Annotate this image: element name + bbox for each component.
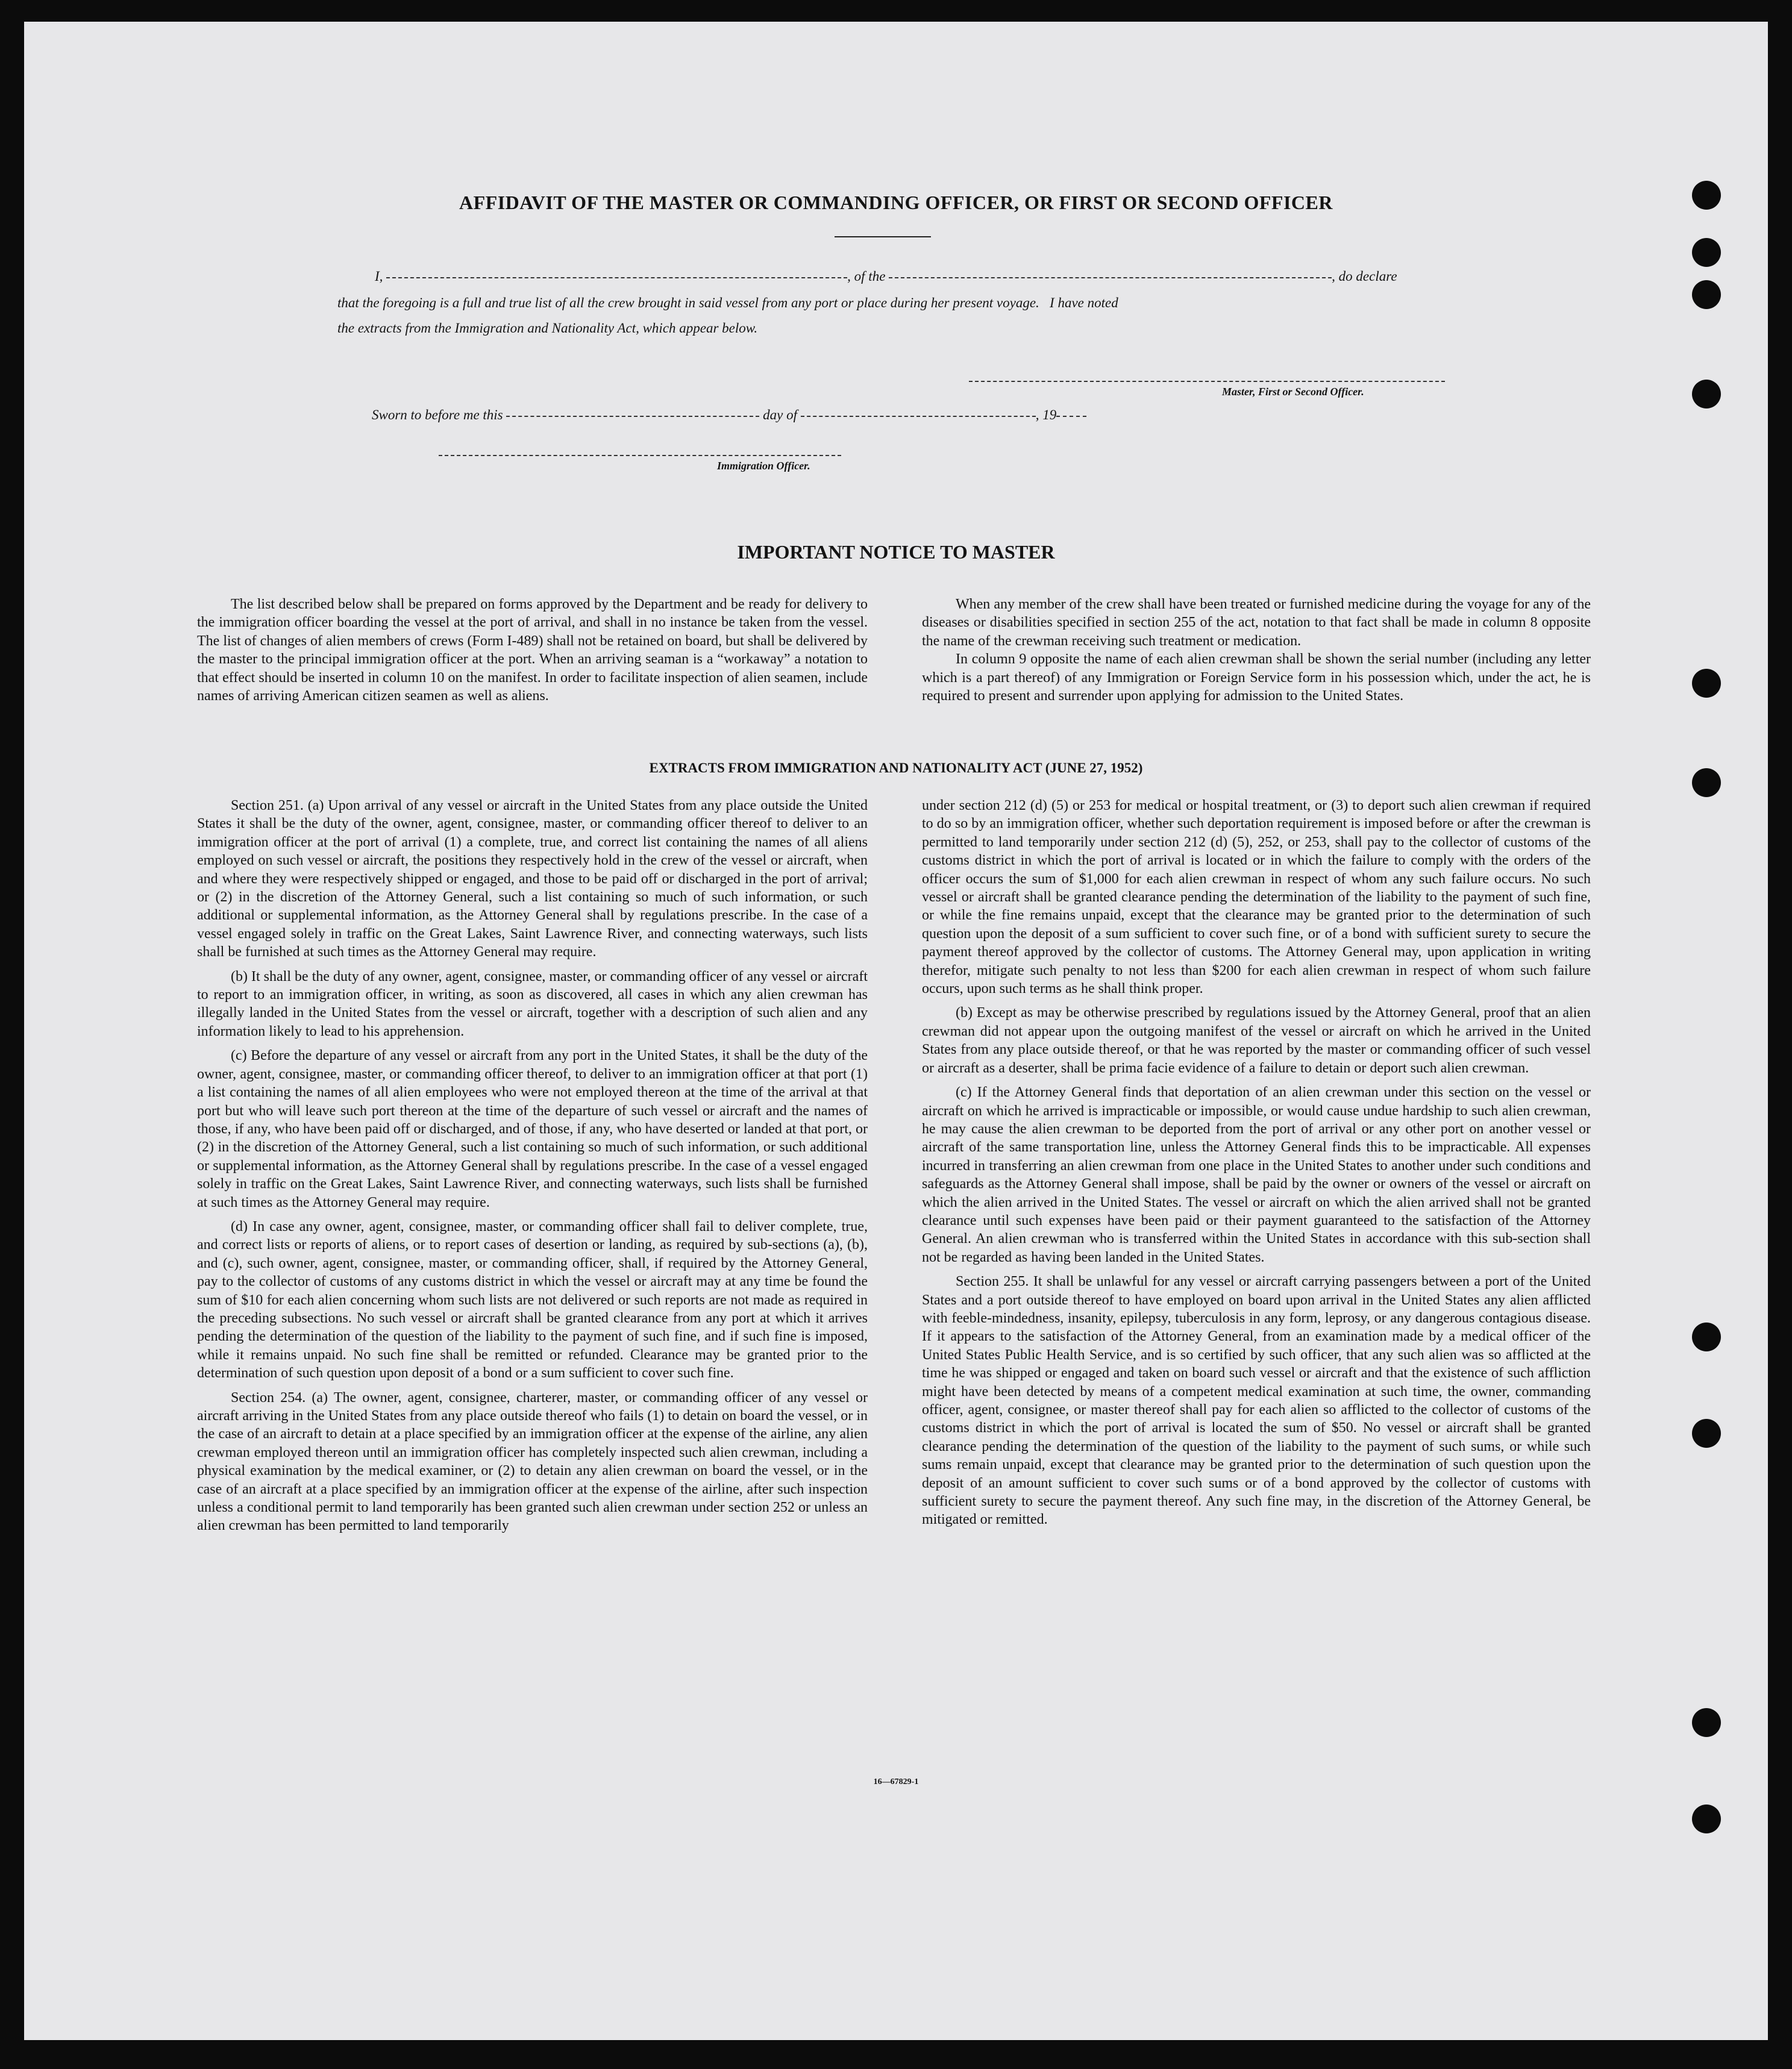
i-label: I, xyxy=(375,269,383,284)
vessel-blank[interactable] xyxy=(889,277,1332,278)
section-255: Section 255. It shall be unlawful for any vessel or aircraft carrying passengers between a port of the United States and a port outside thereof to have employed on board upon arrival in the United States any alien afflicted with feeble-mindedness, insanity, epilepsy, tuberculosis in any form, leprosy, or any dangerous contagious disease. If it appears to the satisfaction of the Attorney General, from an examination made by a medical officer of the United States Public Health Service, and is so certified by such officer, that any such alien was so afflicted at the time he was shipped or engaged and taken on board such vessel or aircraft and that the existence of such affliction might have been detected by means of a competent medical examination at such time, the owner, commanding officer, agent, consignee, or master thereof shall pay for each alien so afflicted to the collector of customs of the customs district in which the port of arrival is located the sum of $50. No vessel or aircraft shall be granted clearance pending the determination of the question of the liability to the payment of such sums, or while such sums remain unpaid, except that clearance may be granted prior to the determination of such question upon the deposit of an amount sufficient to cover such sums or of a bond approved by the collector of customs with sufficient surety to secure the payment thereof. Any such fine may, in the discretion of the Attorney General, be mitigated or remitted. xyxy=(922,1274,1591,1528)
statement-line-2: the extracts from the Immigration and Nationality Act, which appear below. xyxy=(337,321,758,336)
do-declare-label: , do declare xyxy=(1332,269,1397,284)
binder-hole xyxy=(1692,1805,1721,1833)
notice-title: IMPORTANT NOTICE TO MASTER xyxy=(737,541,1055,563)
name-blank[interactable] xyxy=(386,277,847,278)
declaration-line xyxy=(375,269,1397,284)
binder-hole xyxy=(1692,1322,1721,1351)
day-blank[interactable] xyxy=(506,415,759,417)
extracts-left-column xyxy=(197,797,868,1541)
binder-hole xyxy=(1692,238,1721,267)
section-254b: (b) Except as may be otherwise prescribed by regulations issued by the Attorney General, proof that an alien crewman did not appear upon the outgoing manifest of the vessel or aircraft on which he arrived in the United States from any place outside thereof, or that he was reported by the master or commanding officer of such vessel or aircraft as a deserter, shall be prima facie evidence of a failure to detain or deport such alien crewman. xyxy=(922,1005,1591,1076)
extracts-right-column xyxy=(922,797,1591,1535)
of-the-label: , of the xyxy=(847,269,886,284)
year-blank[interactable] xyxy=(1056,415,1086,417)
master-signature-line[interactable] xyxy=(969,381,1445,382)
section-251b: (b) It shall be the duty of any owner, agent, consignee, master, or commanding officer of any vessel or aircraft to report to an immigration officer, in writing, as soon as discovered, all cases in which any alien crewman has illegally landed in the United States from the vessel or aircraft, together with a description of such alien and any information likely to lead to his apprehension. xyxy=(197,968,868,1039)
form-number: 16—67829-1 xyxy=(873,1777,919,1786)
notice-left-column xyxy=(197,595,868,711)
title-underline xyxy=(835,236,931,237)
binder-hole xyxy=(1692,380,1721,408)
section-251a: Section 251. (a) Upon arrival of any vessel or aircraft in the United States from any place outside the United States it shall be the duty of the owner, agent, consignee, master, or commanding officer thereof to deliver to an immigration officer at the port of arrival (1) a complete, true, and correct list containing the names of all aliens employed on such vessel or aircraft, the positions they respectively hold in the crew of the vessel or aircraft, when and where they were respectively shipped or engaged, and those to be paid off or discharged in the port of arrival; or (2) in the discretion of the Attorney General, such a list containing so much of such information, or such additional or supplemental information, as the Attorney General shall by regulations prescribe. In the case of a vessel engaged solely in traffic on the Great Lakes, Saint Lawrence River, and connecting waterways, such lists shall be furnished at such times as the Attorney General may require. xyxy=(197,798,868,960)
notice-right-column xyxy=(922,595,1591,711)
officer-signature-line[interactable] xyxy=(439,455,841,456)
section-254c: (c) If the Attorney General finds that deportation of an alien crewman under this section on the vessel or aircraft on which he arrived is impracticable or impossible, or would cause undue hardship to such alien crewman, he may cause the alien crewman to be deported from the port of arrival or any other port on another vessel or aircraft of the same transportation line, unless the Attorney General finds this to be impracticable. All expenses incurred in transferring an alien crewman from one place in the United States to another under such conditions and safeguards as the Attorney General shall impose, shall be paid by the owner or owners of the vessel or aircraft on which the alien arrived in the United States. The vessel or aircraft on which the alien arrived shall not be granted clearance until such expenses have been paid or their payment guaranteed to the satisfaction of the Attorney General. An alien crewman who is transferred within the United States in accordance with this sub-section shall not be regarded as having been landed in the United States. xyxy=(922,1085,1591,1265)
section-254a-continued: under section 212 (d) (5) or 253 for medical or hospital treatment, or (3) to deport such alien crewman if required to do so by an immigration officer, whether such deportation requirement is imposed before or after the crewman is permitted to land temporarily under section 212 (d) (5), 252, or 253, shall pay to the collector of customs of the customs district in which the port of arrival is located or in which the failure to comply with the orders of the officer occurs the sum of $1,000 for each alien crewman in respect of whom any such failure occurs. No such vessel or aircraft shall be granted clearance pending the determination of the liability to the payment of such fine, or while the fine remains unpaid, except that the clearance may be granted prior to the determination of such question upon the deposit of a sum sufficient to cover such fine, or of a bond with sufficient surety to secure the payment thereof approved by the collector of customs. The Attorney General may, upon application in writing therefor, mitigate such penalty to not less than $200 for each alien crewman in respect of whom such failure occurs, upon such terms as he shall think proper. xyxy=(922,798,1591,997)
master-signature-caption: Master, First or Second Officer. xyxy=(1222,386,1364,398)
section-254a: Section 254. (a) The owner, agent, consignee, charterer, master, or commanding officer of any vessel or aircraft arriving in the United States from any place outside thereof who fails (1) to detain on board the vessel, or in the case of an aircraft to detain at a place specified by an immigration officer at the expense of the airline, any alien crewman employed thereon until an immigration officer has completely inspected such alien crewman, including a physical examination by the medical examiner, or (2) to detain any alien crewman on board the vessel, or in the case of an aircraft at a place specified by an immigration officer at the expense of the airline, after such inspection unless a conditional permit to land temporarily has been granted such alien crewman under section 252 or unless an alien crewman has been permitted to land temporarily xyxy=(197,1389,868,1534)
day-of-label: day of xyxy=(763,407,797,422)
affidavit-title: AFFIDAVIT OF THE MASTER OR COMMANDING OFFICER, OR FIRST OR SECOND OFFICER xyxy=(459,192,1333,213)
year-label: , 19 xyxy=(1035,407,1057,422)
notice-right-paragraph-2: In column 9 opposite the name of each alien crewman shall be shown the serial number (including any letter which is a part thereof) of any Immigration or Foreign Service form in his possession which, under the act, he is required to present and surrender upon applying for admission to the United States. xyxy=(922,651,1591,704)
section-251c: (c) Before the departure of any vessel or aircraft from any port in the United States, it shall be the duty of the owner, agent, consignee, master, or commanding officer thereof, to deliver to an immigration officer at that port (1) a list containing the names of all alien employees who were not employed thereon at the time of the arrival at that port but who will leave such port thereon at the time of the departure of such vessel or aircraft and the names of those, if any, who have been paid off or discharged, and of those, if any, who have deserted or landed at that port, or (2) in the discretion of the Attorney General, such a list containing so much of such information, or such additional or supplemental information, as the Attorney General shall by regulations prescribe. In the case of a vessel engaged solely in traffic on the Great Lakes, Saint Lawrence River, and connecting waterways, such lists shall be furnished at such times as the Attorney General may require. xyxy=(197,1048,868,1210)
binder-hole xyxy=(1692,1419,1721,1448)
officer-signature-caption: Immigration Officer. xyxy=(717,460,810,472)
notice-right-paragraph-1: When any member of the crew shall have been treated or furnished medicine during the voyage for any of the diseases or disabilities specified in section 255 of the act, notation to that fact shall be made in column 8 opposite the name of the crewman receiving such treatment or medication. xyxy=(922,596,1591,649)
extracts-title: EXTRACTS FROM IMMIGRATION AND NATIONALITY ACT (JUNE 27, 1952) xyxy=(649,760,1143,775)
month-blank[interactable] xyxy=(801,415,1036,417)
binder-hole xyxy=(1692,669,1721,698)
section-251d: (d) In case any owner, agent, consignee, master, or commanding officer shall fail to deliver complete, true, and correct lists or reports of aliens, or to report cases of desertion or landing, as required by sub-sections (a), (b), and (c), such owner, agent, consignee, master, or commanding officer, shall, if required by the Attorney General, pay to the collector of customs of any customs district in which the vessel or aircraft may at any time be found the sum of $10 for each alien concerning whom such lists are not delivered or such reports are not made as required in the preceding subsections. No such vessel or aircraft shall be granted clearance from any port at which it arrives pending the determination of the question of the liability to the payment of such fine, and if such fine is imposed, while it remains unpaid. No such fine shall be remitted or refunded. Clearance may be granted prior to the determination of such question upon deposit of a bond or a sum sufficient to cover such fine. xyxy=(197,1218,868,1382)
binder-hole xyxy=(1692,280,1721,309)
sworn-line xyxy=(372,407,1086,423)
binder-hole xyxy=(1692,1708,1721,1737)
sworn-label: Sworn to before me this xyxy=(372,407,503,422)
notice-left-paragraph: The list described below shall be prepared on forms approved by the Department and be ready for delivery to the immigration officer boarding the vessel at the port of arrival, and shall in no instance be taken from the vessel. The list of changes of alien members of crews (Form I-489) shall not be retained on board, but shall be delivered by the master to the principal immigration officer at the port. When an arriving seaman is a “workaway” a notation to that effect should be inserted in column 10 on the manifest. In order to facilitate inspection of alien seamen, include names of arriving American citizen seamen as well as aliens. xyxy=(197,596,868,704)
statement-line-1: that the foregoing is a full and true list of all the crew brought in said vessel from any port or place during her present voyage. I have noted xyxy=(337,295,1118,310)
